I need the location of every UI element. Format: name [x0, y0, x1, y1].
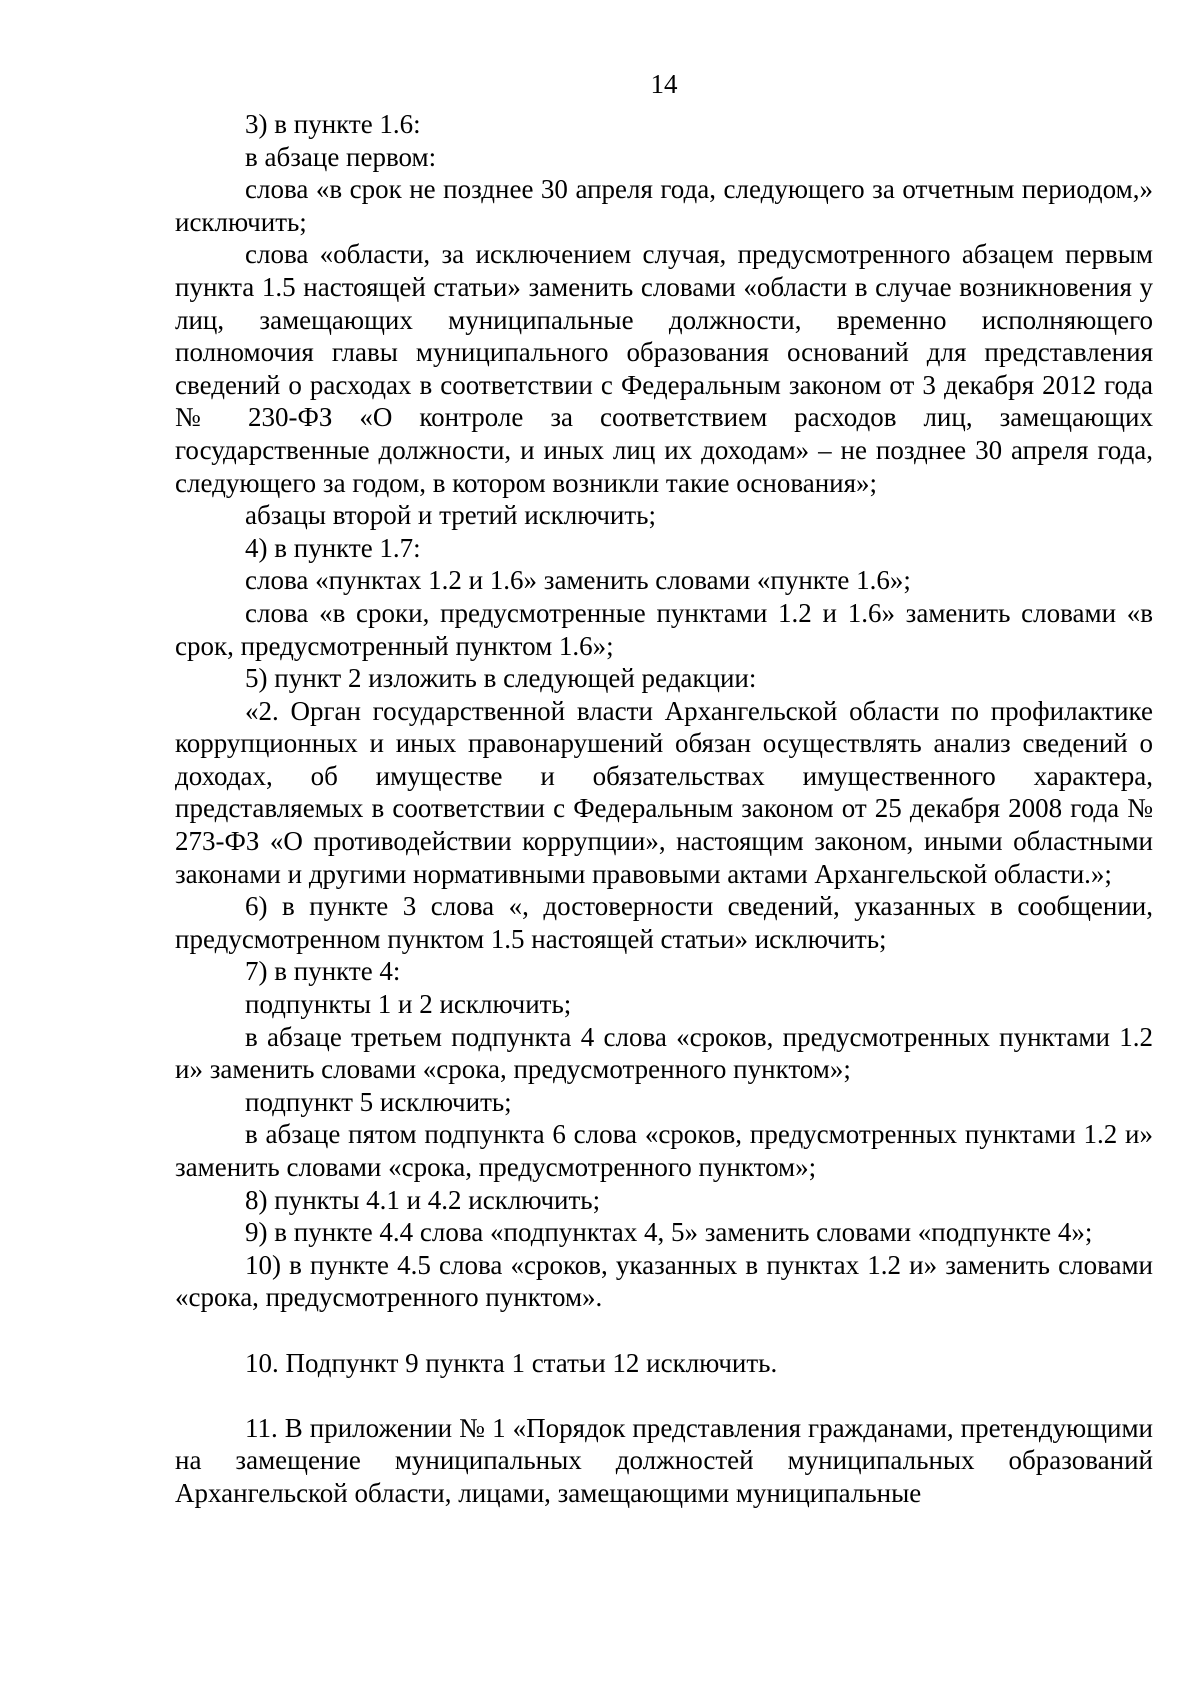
paragraph: 5) пункт 2 изложить в следующей редакции:: [245, 663, 757, 694]
paragraph: 9) в пункте 4.4 слова «подпунктах 4, 5» заменить словами «подпункте 4»;: [245, 1217, 1093, 1248]
paragraph: в абзаце пятом подпункта 6 слова «сроков, предусмотренных пунктами 1.2 и» заменить словами «срока, предусмотренного пунктом»;: [175, 1119, 1153, 1182]
paragraph: 4) в пункте 1.7:: [245, 532, 421, 563]
paragraph: в абзаце первом:: [245, 141, 437, 172]
paragraph: 7) в пункте 4:: [245, 956, 401, 987]
paragraph: «2. Орган государственной власти Архангельской области по профилактике коррупционных и иных правонарушений обязан осуществлять анализ сведений о доходах, об имуществе и обязательствах имущественного характера, представляемых в соответствии с Федеральным законом от 25 декабря 2008 года № 273-ФЗ «О противодействии коррупции», настоящим законом, иными областными законами и другими нормативными правовыми актами Архангельской области.»;: [175, 695, 1153, 889]
paragraph: подпункты 1 и 2 исключить;: [245, 989, 572, 1020]
paragraph: слова «в сроки, предусмотренные пунктами 1.2 и 1.6» заменить словами «в срок, предусмотренный пунктом 1.6»;: [175, 597, 1153, 661]
paragraph: 10) в пункте 4.5 слова «сроков, указанных в пунктах 1.2 и» заменить словами «срока, предусмотренного пунктом».: [175, 1249, 1153, 1313]
page-number: 14: [650, 69, 678, 99]
paragraph: слова «пунктах 1.2 и 1.6» заменить словами «пункте 1.6»;: [245, 565, 911, 596]
paragraph: 11. В приложении № 1 «Порядок представления гражданами, претендующими на замещение муниципальных должностей муниципальных образований Архангельской области, лицами, замещающими муниципальные: [175, 1412, 1153, 1508]
paragraph: 10. Подпункт 9 пункта 1 статьи 12 исключить.: [245, 1347, 778, 1378]
document-page: [175, 68, 1153, 1510]
paragraph: абзацы второй и третий исключить;: [245, 500, 656, 531]
paragraph: слова «в срок не позднее 30 апреля года, следующего за отчетным периодом,» исключить;: [175, 174, 1153, 237]
paragraph: слова «области, за исключением случая, предусмотренного абзацем первым пункта 1.5 настоящей статьи» заменить словами «области в случае возникновения у лиц, замещающих муниципальные должности, временно исполняющего полномочия главы муниципального образования оснований для представления сведений о расходах в соответствии с Федеральным законом от 3 декабря 2012 года № 230-ФЗ «О контроле за соответствием расходов лиц, замещающих государственные должности, и иных лиц их доходам» – не позднее 30 апреля года, следующего за годом, в котором возникли такие основания»;: [175, 239, 1153, 498]
paragraph: 8) пункты 4.1 и 4.2 исключить;: [245, 1184, 601, 1215]
paragraph: подпункт 5 исключить;: [245, 1086, 512, 1117]
paragraph: 3) в пункте 1.6:: [245, 109, 421, 139]
paragraph: 6) в пункте 3 слова «, достоверности сведений, указанных в сообщении, предусмотренном пунктом 1.5 настоящей статьи» исключить;: [175, 891, 1153, 954]
paragraph: в абзаце третьем подпункта 4 слова «сроков, предусмотренных пунктами 1.2 и» заменить словами «срока, предусмотренного пунктом»;: [175, 1021, 1153, 1085]
